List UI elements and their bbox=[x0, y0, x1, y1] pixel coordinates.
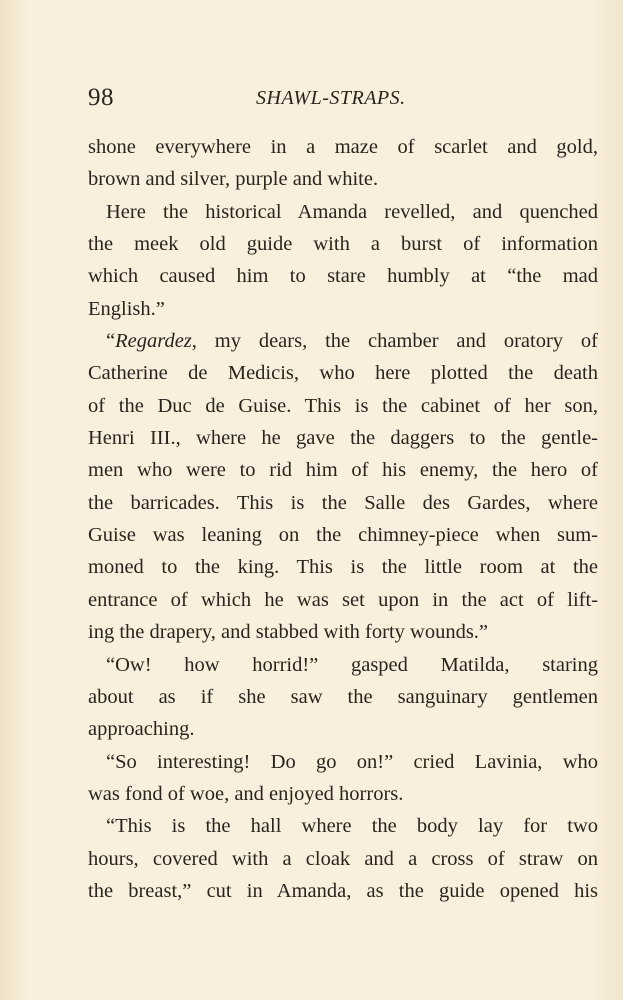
text-line: “This is the hall where the body lay for two bbox=[106, 815, 598, 838]
text-line: approaching. bbox=[88, 718, 195, 741]
text-line: Catherine de Medicis, who here plotted the death bbox=[88, 362, 598, 385]
text-line: English.” bbox=[88, 297, 165, 320]
text-line: Guise was leaning on the chimney-piece when sum- bbox=[88, 524, 598, 547]
text-line: about as if she saw the sanguinary gentlemen bbox=[88, 685, 598, 708]
text-line: the barricades. This is the Salle des Gardes, where bbox=[88, 491, 598, 514]
text-line: shone everywhere in a maze of scarlet and gold, bbox=[88, 136, 598, 158]
text-line: Here the historical Amanda revelled, and quenched bbox=[106, 200, 598, 223]
text-run: my dears, the chamber and oratory of bbox=[196, 330, 598, 353]
text-line: of the Duc de Guise. This is the cabinet of her son, bbox=[88, 394, 598, 417]
text-line: which caused him to stare humbly at “the mad bbox=[88, 265, 598, 288]
text-run: “ bbox=[106, 330, 116, 353]
running-head: SHAWL-STRAPS. bbox=[256, 87, 406, 109]
text-line: ing the drapery, and stabbed with forty wounds.” bbox=[88, 621, 489, 644]
text-line: was fond of woe, and enjoyed horrors. bbox=[88, 782, 404, 805]
text-line: moned to the king. This is the little room at the bbox=[88, 556, 598, 579]
text-line: Henri III., where he gave the daggers to the gentle- bbox=[88, 427, 598, 450]
text-line: the breast,” cut in Amanda, as the guide opened his bbox=[88, 879, 598, 902]
text-line: “So interesting! Do go on!” cried Lavinia, who bbox=[106, 750, 598, 773]
text-line: brown and silver, purple and white. bbox=[88, 168, 379, 191]
text-line: men who were to rid him of his enemy, the hero of bbox=[88, 459, 598, 482]
text-line: “Ow! how horrid!” gasped Matilda, staring bbox=[106, 653, 598, 676]
italic-run: Regardez, bbox=[115, 330, 197, 353]
text-line: entrance of which he was set upon in the act of lift- bbox=[88, 588, 598, 611]
text-line bbox=[88, 325, 598, 357]
page-number: 98 bbox=[88, 84, 114, 111]
page-header bbox=[88, 84, 598, 114]
body-text bbox=[88, 131, 598, 907]
text-line: the meek old guide with a burst of information bbox=[88, 233, 598, 256]
text-line: hours, covered with a cloak and a cross of straw on bbox=[88, 847, 598, 870]
